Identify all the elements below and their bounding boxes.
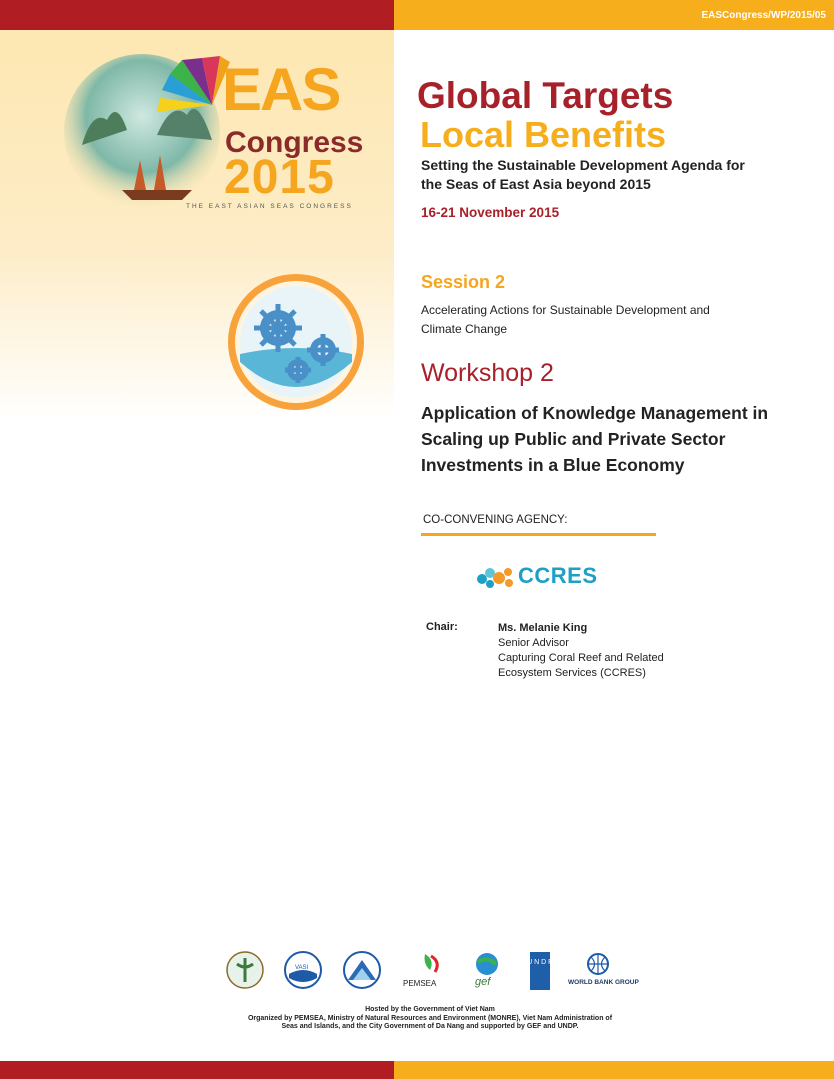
chair-details [498, 621, 698, 681]
session-description: Accelerating Actions for Sustainable Development and Climate Change [421, 303, 710, 336]
sponsor-logos [225, 950, 645, 992]
top-red-bar [0, 0, 394, 30]
chair-label: Chair: [426, 621, 458, 633]
footer-hosted-by: Hosted by the Government of Viet Nam [365, 1006, 495, 1013]
undp-logo-icon [527, 952, 553, 990]
undp-label: U N D P [527, 959, 553, 966]
chair-name: Ms. Melanie King [498, 622, 588, 634]
title-local-benefits: Local Benefits [420, 114, 667, 155]
worldbank-logo-icon [568, 954, 639, 986]
co-convening-divider [421, 533, 656, 536]
chair-org-line2: Ecosystem Services (CCRES) [498, 667, 646, 679]
logo-eas: EAS [222, 56, 340, 123]
chair-role: Senior Advisor [498, 637, 569, 649]
ccres-wordmark: CCRES [518, 563, 598, 588]
footer-organized-by: Organized by PEMSEA, Ministry of Natural Resources and Environment (MONRE), Viet Nam Administration of Seas and Islands, and the City Government of Da Nang and supported by GEF and UNDP. [247, 1014, 613, 1030]
pemsea-logo-icon [403, 954, 437, 988]
vasi-label: VASI [295, 965, 309, 971]
workshop-label: Workshop 2 [421, 359, 554, 387]
bottom-red-bar [0, 1061, 394, 1079]
bottom-gold-bar [394, 1061, 834, 1079]
document-id: EASCongress/WP/2015/05 [701, 10, 826, 21]
workshop-title: Application of Knowledge Management in Scaling up Public and Private Sector Investments in a Blue Economy [421, 403, 769, 475]
logo-congress: Congress [225, 126, 364, 159]
monre-logo-icon [227, 952, 263, 988]
gef-label: gef [475, 976, 491, 988]
pemsea-label: PEMSEA [403, 979, 437, 988]
gear-emblem-icon [226, 272, 366, 412]
worldbank-label: WORLD BANK GROUP [568, 979, 639, 986]
co-convening-label: CO-CONVENING AGENCY: [423, 514, 568, 526]
title-global-targets: Global Targets [417, 75, 674, 116]
event-dates: 16-21 November 2015 [421, 205, 560, 220]
session-label: Session 2 [421, 272, 506, 292]
logo-year: 2015 [224, 151, 335, 204]
footer-credits [240, 1006, 620, 1032]
danang-logo-icon [344, 952, 380, 988]
subtitle: Setting the Sustainable Development Agenda for the Seas of East Asia beyond 2015 [421, 157, 745, 192]
gef-logo-icon [475, 953, 498, 988]
logo-caption: THE EAST ASIAN SEAS CONGRESS [186, 203, 353, 210]
chair-org-line1: Capturing Coral Reef and Related [498, 652, 664, 664]
vasi-logo-icon [285, 952, 321, 988]
